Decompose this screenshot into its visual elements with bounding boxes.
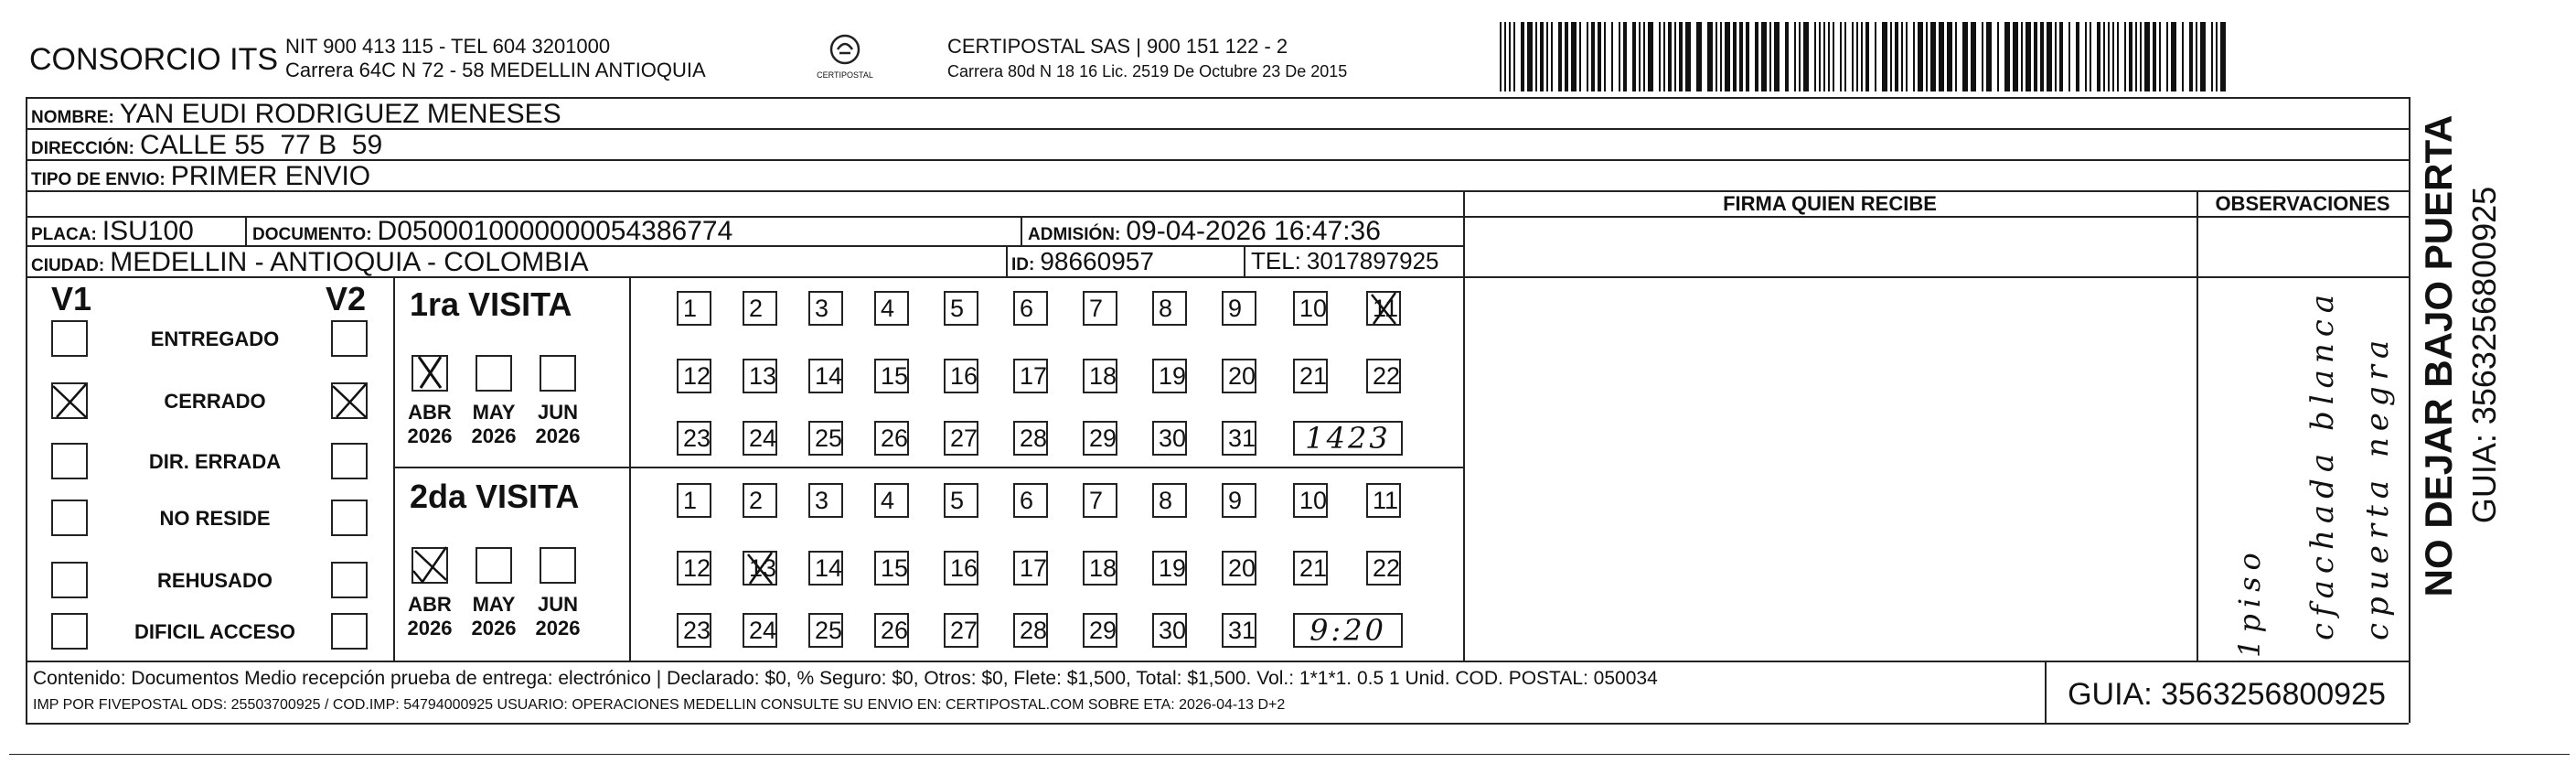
month-checkbox[interactable]	[540, 355, 576, 392]
observacion-line: cpuerta negra	[2359, 333, 2396, 640]
footer-meta: IMP POR FIVEPOSTAL ODS: 25503700925 / COD.IMP: 54794000925 USUARIO: OPERACIONES MEDELLIN CONSULTE SU ENVIO EN: CERTIPOSTAL.COM SOBRE ETA: 2026-04-13 D+2	[33, 697, 1286, 713]
observacion-line: 1piso	[2232, 546, 2267, 658]
id-row	[1011, 247, 1154, 276]
barcode-bar	[1551, 22, 1553, 91]
barcode-bar	[2166, 22, 2168, 91]
barcode-bar	[1587, 22, 1588, 91]
status-label: REHUSADO	[157, 569, 273, 592]
v2-checkbox[interactable]	[331, 613, 368, 650]
barcode-bar	[2076, 22, 2079, 91]
barcode-bar	[1663, 22, 1665, 91]
barcode-bar	[2021, 22, 2023, 91]
v2-checkbox[interactable]	[331, 443, 368, 479]
day-box[interactable]: 11	[1366, 291, 1401, 326]
side-warning: NO DEJAR BAJO PUERTA	[2417, 114, 2460, 597]
v2-checkbox[interactable]	[331, 320, 368, 357]
footer-content: Contenido: Documentos Medio recepción prueba de entrega: electrónico | Declarado: $0, % Seguro: $0, Otros: $0, Flete: $1,500, Total: $1,500. Vol.: 1*1*1. 0.5 1 Unid. COD. POSTAL: 050034	[33, 668, 1658, 689]
v1-checkbox[interactable]	[51, 500, 88, 536]
visit-time: 9:20	[1293, 613, 1403, 648]
barcode-bar	[2085, 22, 2087, 91]
observaciones-handwriting	[2213, 274, 2396, 658]
barcode-bar	[1504, 22, 1506, 91]
day-box[interactable]: 19	[1152, 359, 1187, 393]
day-box[interactable]: 3	[808, 291, 843, 326]
day-box[interactable]: 23	[677, 421, 711, 456]
barcode-bar	[1774, 22, 1780, 91]
barcode-bar	[2090, 22, 2091, 91]
barcode-bar	[1623, 22, 1627, 91]
day-box[interactable]: 31	[1222, 421, 1256, 456]
barcode-bar	[2153, 22, 2156, 91]
month-checkbox[interactable]	[476, 547, 512, 584]
ciudad-row	[31, 247, 589, 278]
barcode-bar	[2135, 22, 2137, 91]
placa-label: PLACA:	[31, 225, 97, 244]
admision-value: 09-04-2026 16:47:36	[1126, 216, 1381, 246]
barcode-bar	[2129, 22, 2132, 91]
day-box[interactable]: 17	[1013, 551, 1048, 586]
month-label: JUN	[537, 401, 578, 424]
side-guia: GUIA: 3563256800925	[2465, 186, 2503, 524]
day-box[interactable]: 29	[1083, 613, 1117, 648]
barcode-bar	[1679, 22, 1683, 91]
v2-header: V2	[326, 280, 367, 317]
barcode-bar	[1861, 22, 1863, 91]
barcode-bar	[2200, 22, 2206, 91]
barcode-bar	[1769, 22, 1771, 91]
year-label: 2026	[535, 424, 581, 447]
day-box[interactable]: 19	[1152, 551, 1187, 586]
day-box[interactable]: 16	[944, 359, 978, 393]
v2-checkbox[interactable]	[331, 500, 368, 536]
barcode-bar	[1746, 22, 1749, 91]
day-box[interactable]: 9	[1222, 483, 1256, 518]
barcode-bar	[1844, 22, 1846, 91]
barcode-bar	[2068, 22, 2070, 91]
tipo-envio-value: PRIMER ENVIO	[170, 161, 371, 191]
month-label: MAY	[472, 593, 516, 616]
barcode-bar	[1926, 22, 1928, 91]
day-box[interactable]: 29	[1083, 421, 1117, 456]
ciudad-value: MEDELLIN - ANTIOQUIA - COLOMBIA	[110, 247, 589, 277]
barcode-bar	[1513, 22, 1515, 91]
day-box[interactable]: 14	[808, 551, 843, 586]
barcode-bar	[2103, 22, 2105, 91]
day-box[interactable]: 1	[677, 291, 711, 326]
day-box[interactable]: 18	[1083, 359, 1117, 393]
day-box[interactable]: 2	[743, 483, 777, 518]
day-box[interactable]: 22	[1366, 359, 1401, 393]
tel-row	[1251, 247, 1439, 275]
barcode-bar	[2211, 22, 2213, 91]
month-label: JUN	[537, 593, 578, 616]
barcode-bar	[1852, 22, 1854, 91]
barcode-bar	[2216, 22, 2218, 91]
status-label: ENTREGADO	[150, 328, 280, 350]
barcode-bar	[1604, 22, 1606, 91]
day-box[interactable]: 24	[743, 421, 777, 456]
tel-label: TEL:	[1251, 247, 1301, 274]
day-box[interactable]: 7	[1083, 291, 1117, 326]
visit-title: 2da VISITA	[410, 478, 580, 515]
v1-checkbox[interactable]	[51, 613, 88, 650]
barcode-bar	[1955, 22, 1957, 91]
day-box[interactable]: 9	[1222, 291, 1256, 326]
check-mark-icon	[329, 381, 369, 421]
barcode-bar	[2196, 22, 2197, 91]
barcode-bar	[1799, 22, 1801, 91]
observacion-line: cfachada blanca	[2304, 287, 2341, 640]
year-label: 2026	[535, 617, 581, 639]
day-box[interactable]: 5	[944, 291, 978, 326]
day-box[interactable]: 12	[677, 551, 711, 586]
day-box[interactable]: 25	[808, 421, 843, 456]
day-box[interactable]: 23	[677, 613, 711, 648]
day-box[interactable]: 18	[1083, 551, 1117, 586]
barcode-bar	[2144, 22, 2150, 91]
barcode-bar	[1794, 22, 1796, 91]
direccion-value: CALLE 55 77 B 59	[139, 130, 383, 160]
check-mark-icon	[410, 351, 452, 393]
day-box[interactable]: 21	[1293, 551, 1328, 586]
placa-value: ISU100	[102, 216, 194, 246]
day-box[interactable]: 17	[1013, 359, 1048, 393]
day-box[interactable]: 4	[874, 483, 909, 518]
month-checkbox[interactable]	[412, 547, 448, 584]
carrier-line: CERTIPOSTAL SAS | 900 151 122 - 2	[947, 35, 1288, 58]
observaciones-header: OBSERVACIONES	[2215, 192, 2390, 215]
footer-guia: GUIA: 3563256800925	[2068, 677, 2386, 712]
day-box[interactable]: 15	[874, 359, 909, 393]
barcode-bar	[1895, 22, 1898, 91]
month-label: ABR	[408, 401, 452, 424]
barcode-bar	[1865, 22, 1869, 91]
documento-row	[252, 216, 732, 247]
barcode-bar	[1856, 22, 1858, 91]
barcode-bar	[1982, 22, 1983, 91]
barcode-bar	[1598, 22, 1601, 91]
barcode-bar	[1840, 22, 1842, 91]
barcode-bar	[2220, 22, 2226, 91]
barcode-bar	[1833, 22, 1834, 91]
barcode-bar	[1696, 22, 1702, 91]
barcode-bar	[1558, 22, 1562, 91]
day-box[interactable]: 24	[743, 613, 777, 648]
tipo-envio-row	[31, 161, 370, 192]
barcode-bar	[1648, 22, 1653, 91]
status-label: DIFICIL ACCESO	[134, 620, 295, 643]
v1-checkbox[interactable]	[51, 443, 88, 479]
barcode-bar	[2189, 22, 2193, 91]
barcode-bar	[1803, 22, 1809, 91]
barcode-bar	[1685, 22, 1691, 91]
v1-checkbox[interactable]	[51, 562, 88, 598]
day-box[interactable]: 10	[1293, 483, 1328, 518]
barcode-bar	[1639, 22, 1641, 91]
day-box[interactable]: 13	[743, 359, 777, 393]
v1-checkbox[interactable]	[51, 382, 88, 419]
barcode-bar	[2124, 22, 2126, 91]
barcode-bar	[1962, 22, 1968, 91]
barcode-bar	[1733, 22, 1737, 91]
logo-icon	[827, 33, 863, 66]
barcode-bar	[1739, 22, 1743, 91]
day-box[interactable]: 21	[1293, 359, 1328, 393]
barcode-bar	[1930, 22, 1936, 91]
id-value: 98660957	[1040, 247, 1154, 275]
status-label: DIR. ERRADA	[148, 450, 282, 473]
barcode-bar	[2013, 22, 2018, 91]
barcode-bar	[1971, 22, 1976, 91]
month-checkbox[interactable]	[540, 547, 576, 584]
placa-row	[31, 216, 194, 247]
day-box[interactable]: 6	[1013, 291, 1048, 326]
admision-row	[1028, 216, 1381, 247]
barcode-bar	[1565, 22, 1568, 91]
barcode-bar	[1674, 22, 1676, 91]
barcode-bar	[1535, 22, 1537, 91]
day-box[interactable]: 8	[1152, 291, 1187, 326]
v2-checkbox[interactable]	[331, 562, 368, 598]
barcode-bar	[1579, 22, 1581, 91]
day-box[interactable]: 1	[677, 483, 711, 518]
barcode	[1500, 22, 2231, 91]
barcode-bar	[2097, 22, 2100, 91]
barcode-bar	[1918, 22, 1923, 91]
barcode-bar	[1521, 22, 1524, 91]
year-label: 2026	[471, 617, 517, 639]
barcode-bar	[1901, 22, 1903, 91]
ciudad-label: CIUDAD:	[31, 256, 105, 275]
day-box[interactable]: 16	[944, 551, 978, 586]
barcode-bar	[1875, 22, 1876, 91]
barcode-bar	[1986, 22, 1992, 91]
barcode-bar	[2108, 22, 2110, 91]
day-box[interactable]: 26	[874, 613, 909, 648]
barcode-bar	[1591, 22, 1595, 91]
check-mark-icon	[49, 381, 90, 421]
year-label: 2026	[471, 424, 517, 447]
logo-text: CERTIPOSTAL	[817, 70, 873, 80]
direccion-label: DIRECCIÓN:	[31, 139, 134, 158]
barcode-bar	[2117, 22, 2119, 91]
documento-value: D0500010000000054386774	[377, 216, 733, 246]
barcode-bar	[2055, 22, 2057, 91]
barcode-bar	[2171, 22, 2176, 91]
nombre-row	[31, 99, 561, 130]
month-label: ABR	[408, 593, 452, 616]
barcode-bar	[1509, 22, 1511, 91]
day-box[interactable]: 6	[1013, 483, 1048, 518]
barcode-bar	[1785, 22, 1789, 91]
barcode-bar	[1619, 22, 1620, 91]
month-checkbox[interactable]	[412, 355, 448, 392]
day-box[interactable]: 11	[1366, 483, 1401, 518]
day-box[interactable]: 13	[743, 551, 777, 586]
visit-time: 1423	[1293, 421, 1403, 456]
day-box[interactable]: 28	[1013, 421, 1048, 456]
carrier-address: Carrera 80d N 18 16 Lic. 2519 De Octubre 23 De 2015	[947, 62, 1348, 81]
barcode-bar	[1814, 22, 1816, 91]
check-mark-icon	[741, 549, 779, 587]
day-box[interactable]: 26	[874, 421, 909, 456]
check-mark-icon	[1364, 289, 1403, 328]
tipo-envio-label: TIPO DE ENVIO:	[31, 170, 166, 189]
day-box[interactable]: 27	[944, 421, 978, 456]
day-box[interactable]: 30	[1152, 613, 1187, 648]
day-box[interactable]: 2	[743, 291, 777, 326]
barcode-bar	[1823, 22, 1825, 91]
day-box[interactable]: 4	[874, 291, 909, 326]
barcode-bar	[2040, 22, 2044, 91]
barcode-bar	[2140, 22, 2142, 91]
month-label: MAY	[472, 401, 516, 424]
certipostal-logo	[812, 33, 878, 84]
barcode-bar	[1947, 22, 1952, 91]
v1-checkbox[interactable]	[51, 320, 88, 357]
barcode-bar	[2059, 22, 2063, 91]
day-box[interactable]: 30	[1152, 421, 1187, 456]
barcode-bar	[1761, 22, 1767, 91]
day-box[interactable]: 12	[677, 359, 711, 393]
day-box[interactable]: 20	[1222, 359, 1256, 393]
documento-label: DOCUMENTO:	[252, 225, 372, 244]
company-address: Carrera 64C N 72 - 58 MEDELLIN ANTIOQUIA	[285, 59, 706, 81]
barcode-bar	[2004, 22, 2010, 91]
barcode-bar	[1500, 22, 1502, 91]
barcode-bar	[1571, 22, 1577, 91]
barcode-bar	[1913, 22, 1915, 91]
day-box[interactable]: 25	[808, 613, 843, 648]
nit-line: NIT 900 413 115 - TEL 604 3201000	[285, 35, 611, 58]
v1-header: V1	[51, 280, 92, 317]
barcode-bar	[2026, 22, 2031, 91]
company-name: CONSORCIO ITS	[29, 42, 279, 77]
day-box[interactable]: 15	[874, 551, 909, 586]
barcode-bar	[1819, 22, 1821, 91]
barcode-bar	[1527, 22, 1533, 91]
direccion-row	[31, 130, 382, 161]
barcode-bar	[1725, 22, 1730, 91]
month-checkbox[interactable]	[476, 355, 512, 392]
nombre-value: YAN EUDI RODRIGUEZ MENESES	[119, 99, 561, 129]
id-label: ID:	[1011, 255, 1035, 274]
firma-header: FIRMA QUIEN RECIBE	[1723, 192, 1937, 215]
day-box[interactable]: 28	[1013, 613, 1048, 648]
barcode-bar	[2182, 22, 2184, 91]
barcode-bar	[1906, 22, 1908, 91]
day-box[interactable]: 8	[1152, 483, 1187, 518]
check-mark-icon	[410, 543, 452, 586]
day-box[interactable]: 22	[1366, 551, 1401, 586]
barcode-bar	[2047, 22, 2052, 91]
barcode-bar	[1546, 22, 1548, 91]
day-box[interactable]: 7	[1083, 483, 1117, 518]
year-label: 2026	[407, 424, 453, 447]
day-box[interactable]: 31	[1222, 613, 1256, 648]
barcode-bar	[1882, 22, 1887, 91]
visit-title: 1ra VISITA	[410, 285, 572, 323]
barcode-bar	[1939, 22, 1944, 91]
v2-checkbox[interactable]	[331, 382, 368, 419]
barcode-bar	[1890, 22, 1892, 91]
barcode-bar	[1659, 22, 1661, 91]
tel-value: 3017897925	[1306, 247, 1439, 274]
day-box[interactable]: 20	[1222, 551, 1256, 586]
year-label: 2026	[407, 617, 453, 639]
status-label: NO RESIDE	[159, 507, 271, 530]
barcode-bar	[2112, 22, 2114, 91]
barcode-bar	[1720, 22, 1722, 91]
barcode-bar	[1716, 22, 1717, 91]
day-box[interactable]: 3	[808, 483, 843, 518]
day-box[interactable]: 14	[808, 359, 843, 393]
day-box[interactable]: 10	[1293, 291, 1328, 326]
barcode-bar	[1828, 22, 1830, 91]
barcode-bar	[1611, 22, 1613, 91]
barcode-bar	[1643, 22, 1645, 91]
nombre-label: NOMBRE:	[31, 108, 114, 127]
barcode-bar	[1755, 22, 1758, 91]
barcode-bar	[1668, 22, 1672, 91]
barcode-bar	[2034, 22, 2037, 91]
barcode-bar	[1540, 22, 1544, 91]
day-box[interactable]: 27	[944, 613, 978, 648]
barcode-bar	[2159, 22, 2161, 91]
barcode-bar	[1632, 22, 1636, 91]
day-box[interactable]: 5	[944, 483, 978, 518]
status-label: CERRADO	[164, 390, 266, 413]
barcode-bar	[1707, 22, 1713, 91]
barcode-bar	[1997, 22, 1999, 91]
admision-label: ADMISIÓN:	[1028, 225, 1121, 244]
